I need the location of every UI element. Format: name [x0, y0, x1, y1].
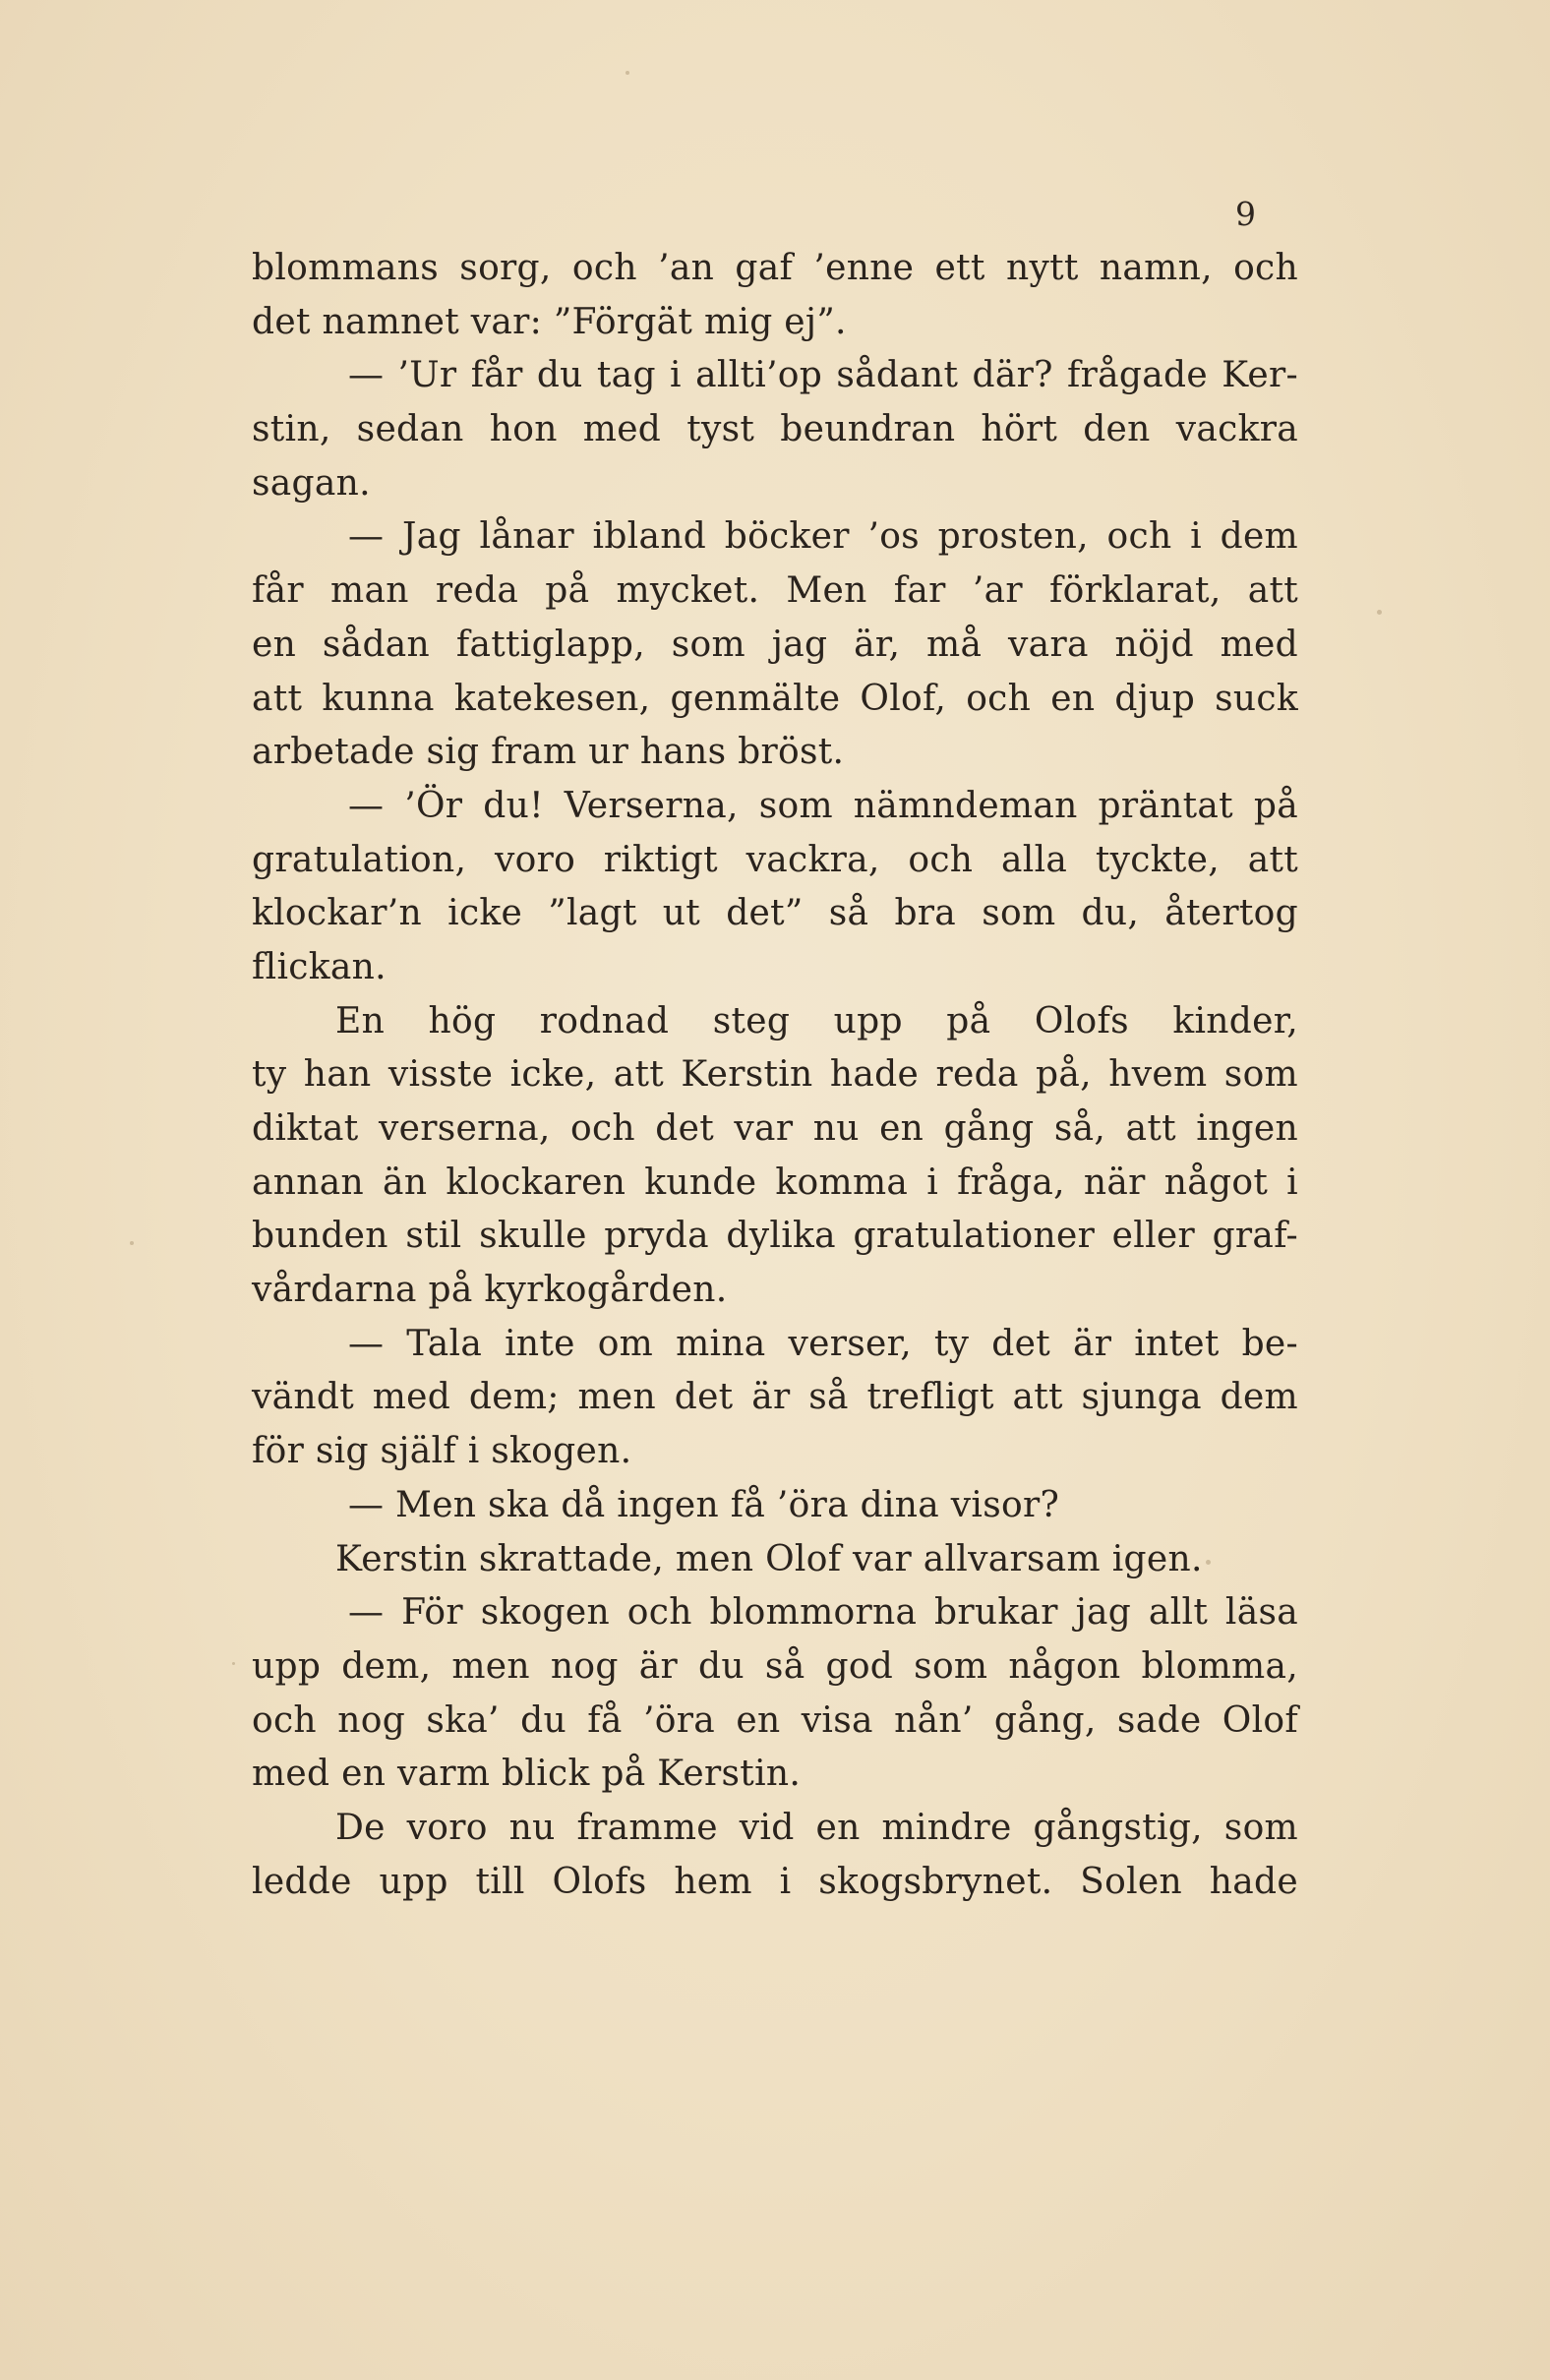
text-line: för sig själf i skogen. — [252, 1431, 632, 1472]
text-line: en sådan fattiglapp, som jag är, må vara nöjd med — [252, 624, 1298, 665]
text-line: diktat verserna, och det var nu en gång så, att ingen — [252, 1108, 1298, 1149]
text-line: — ’Ör du! Verserna, som nämndeman präntat på — [348, 785, 1298, 826]
text-line: ledde upp till Olofs hem i skogsbrynet. Solen hade — [252, 1861, 1298, 1902]
text-line: — Jag lånar ibland böcker ’os prosten, och i dem — [348, 516, 1298, 558]
text-line: En hög rodnad steg upp på Olofs kinder, — [335, 1000, 1298, 1041]
text-line: — För skogen och blommorna brukar jag allt läsa — [348, 1592, 1298, 1634]
paper-speck — [626, 71, 629, 75]
paper-speck — [1377, 610, 1382, 615]
text-line: upp dem, men nog är du så god som någon blomma, — [252, 1645, 1298, 1687]
text-line: och nog ska’ du få ’öra en visa nån’ gång, sade Olof — [252, 1699, 1298, 1741]
text-line: klockar’n icke ”lagt ut det” så bra som du, återtog — [252, 893, 1298, 934]
text-line: De voro nu framme vid en mindre gångstig, som — [335, 1807, 1298, 1848]
text-line: annan än klockaren kunde komma i fråga, när något i — [252, 1161, 1298, 1203]
text-line: — Men ska då ingen få ’öra dina visor? — [348, 1484, 1060, 1525]
text-line: arbetade sig fram ur hans bröst. — [252, 732, 845, 773]
text-line: sagan. — [252, 462, 371, 504]
text-line: vändt med dem; men det är så trefligt att sjunga dem — [252, 1377, 1298, 1418]
text-line: — Tala inte om mina verser, ty det är intet be- — [348, 1323, 1298, 1364]
text-line: Kerstin skrattade, men Olof var allvarsam igen. — [335, 1538, 1203, 1579]
text-line: ty han visste icke, att Kerstin hade reda på, hvem som — [252, 1054, 1298, 1096]
text-line: det namnet var: ”Förgät mig ej”. — [252, 301, 847, 342]
paper-speck — [130, 1241, 134, 1245]
body-text — [252, 242, 1298, 1909]
text-line: med en varm blick på Kerstin. — [252, 1754, 802, 1795]
paper-speck — [232, 1662, 235, 1665]
text-line: vårdarna på kyrkogården. — [252, 1270, 728, 1311]
text-line: får man reda på mycket. Men far ’ar förklarat, att — [252, 570, 1298, 612]
page-number: 9 — [1235, 195, 1256, 233]
text-line: flickan. — [252, 946, 387, 987]
text-line: bunden stil skulle pryda dylika gratulationer eller graf- — [252, 1216, 1298, 1257]
text-line: blommans sorg, och ’an gaf ’enne ett nytt namn, och — [252, 248, 1298, 288]
text-line: — ’Ur får du tag i allti’op sådant där? frågade Ker- — [348, 355, 1298, 396]
text-line: gratulation, voro riktigt vackra, och alla tyckte, att — [252, 839, 1298, 880]
paper-speck — [1206, 1560, 1211, 1565]
text-line: stin, sedan hon med tyst beundran hört den vackra — [252, 409, 1298, 450]
text-line: att kunna katekesen, genmälte Olof, och en djup suck — [252, 678, 1298, 719]
